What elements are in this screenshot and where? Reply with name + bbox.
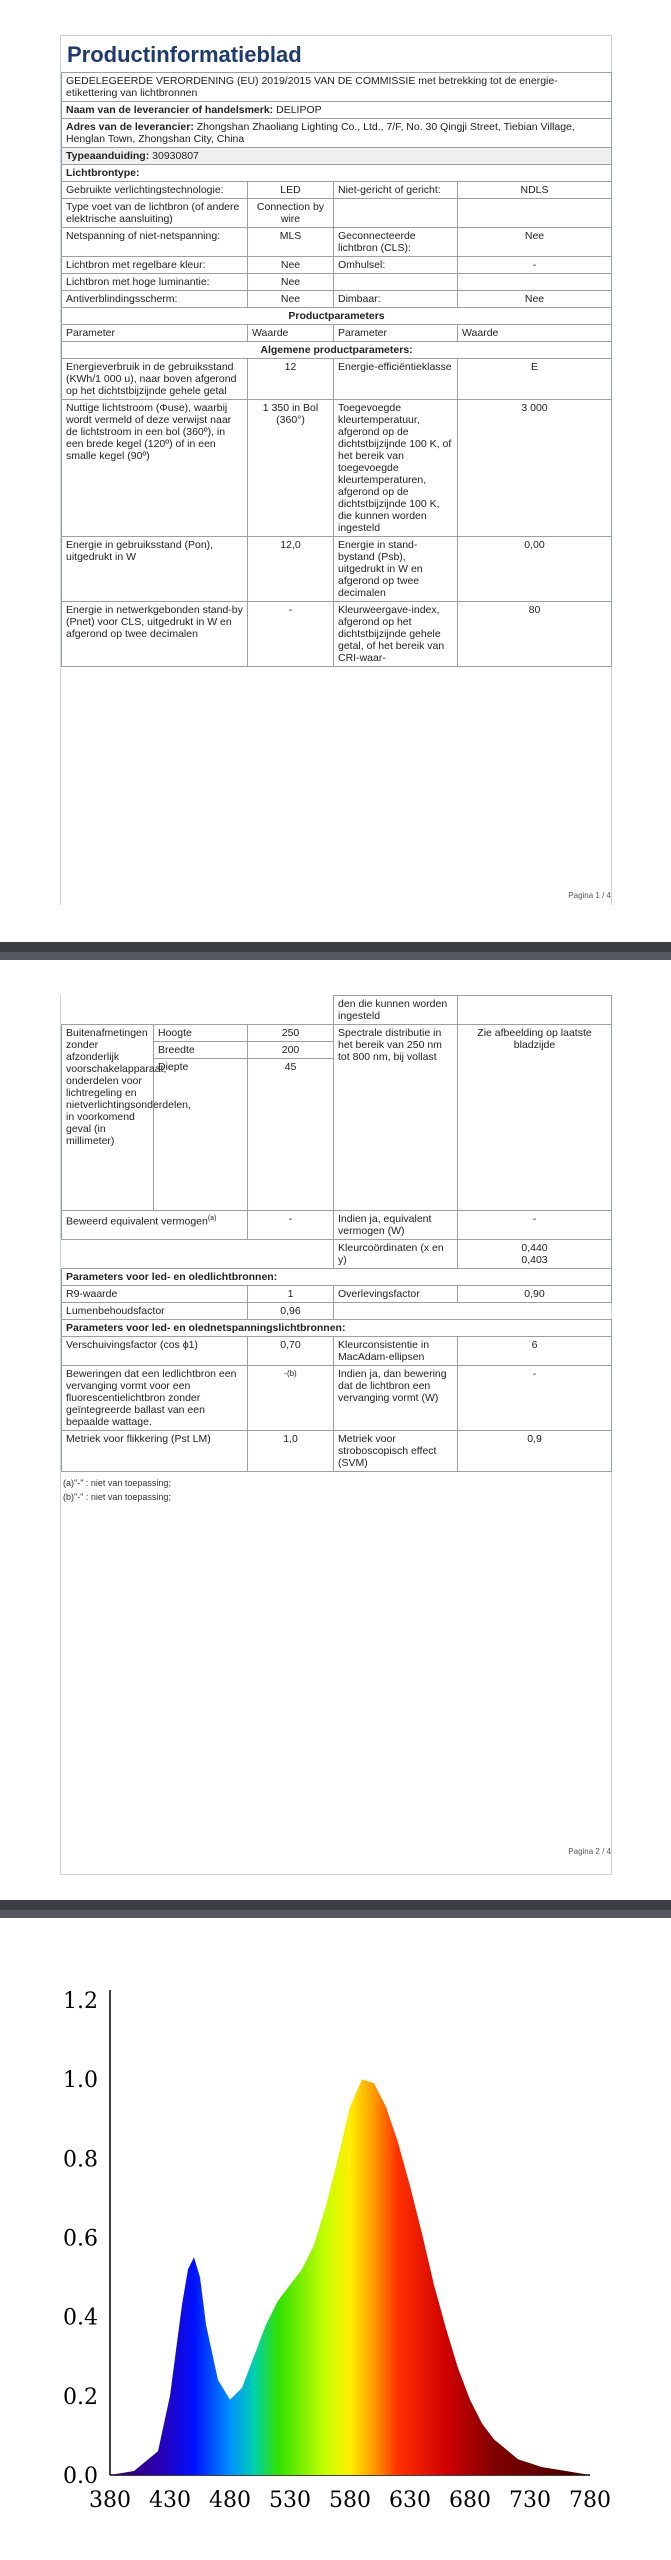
supplier-name-row: Naam van de leverancier of handelsmerk: DELIPOP <box>62 102 612 119</box>
param-label <box>334 199 458 228</box>
dim-label: Buitenafmetingen zonder afzonderlijk voorschakelapparaat, onderdelen voor lichtregeling en nietverlichtingsonderdelen, in voorkomend geval (in millimeter) <box>62 1025 154 1211</box>
spectrum-svg <box>0 1945 671 2560</box>
table-row <box>62 400 612 537</box>
footnote-b: (b)"-" : niet van toepassing; <box>63 1492 171 1502</box>
dim-depth-value: 45 <box>248 1059 334 1211</box>
cc-label: Kleurconsistentie in MacAdam-ellipsen <box>334 1337 458 1366</box>
param-value: E <box>458 359 612 400</box>
flicker-value: 1,0 <box>248 1431 334 1472</box>
param-label <box>334 274 458 291</box>
spectral-label: Spectrale distributie in het bereik van 250 nm tot 800 nm, bij vollast <box>334 1025 458 1211</box>
table-row <box>62 199 612 228</box>
led-params-header: Parameters voor led- en oledlichtbronnen: <box>62 1269 612 1286</box>
page-number: Pagina 2 / 4 <box>568 1847 611 1856</box>
general-params-header: Algemene productparameters: <box>62 342 612 359</box>
cc-value: 6 <box>458 1337 612 1366</box>
param-label: Netspanning of niet-netspanning: <box>62 228 248 257</box>
param-label: Type voet van de lichtbron (of andere elektrische aansluiting) <box>62 199 248 228</box>
param-label: Gebruikte verlichtingstechnologie: <box>62 182 248 199</box>
col-header: Waarde <box>248 325 334 342</box>
param-label: Energie in netwerkgebonden stand-by (Pnet) voor CLS, uitgedrukt in W en afgerond op twee decimalen <box>62 602 248 667</box>
fluor-value-2: - <box>458 1366 612 1431</box>
x-tick-label: 380 <box>89 2488 131 2513</box>
info-table-2 <box>61 995 612 1472</box>
regulation-text: GEDELEGEERDE VERORDENING (EU) 2019/2015 VAN DE COMMISSIE met betrekking tot de energie-etikettering van lichtbronnen <box>62 73 612 102</box>
param-value: 80 <box>458 602 612 667</box>
y-tick-label: 1.0 <box>63 2068 98 2094</box>
param-label: Lichtbron met regelbare kleur: <box>62 257 248 274</box>
x-tick-label: 630 <box>389 2488 431 2513</box>
svm-value: 0,9 <box>458 1431 612 1472</box>
param-value: Nee <box>248 291 334 308</box>
y-tick-label: 0.6 <box>63 2226 98 2252</box>
supplier-address-row: Adres van de leverancier: Zhongshan Zhaoliang Lighting Co., Ltd., 7/F, No. 30 Qingji Street, Tiebian Village, Henglan Town, Zhongshan City, China <box>62 119 612 148</box>
param-value: MLS <box>248 228 334 257</box>
y-tick-label: 1.2 <box>63 1989 98 2014</box>
survival-value: 0,90 <box>458 1286 612 1303</box>
param-label: Dimbaar: <box>334 291 458 308</box>
table-row <box>62 274 612 291</box>
equiv-label-2: Indien ja, equivalent vermogen (W) <box>334 1211 458 1240</box>
flicker-label: Metriek voor flikkering (Pst LM) <box>62 1431 248 1472</box>
table-row <box>62 291 612 308</box>
param-value: LED <box>248 182 334 199</box>
page-separator <box>0 1900 671 1918</box>
param-label: Omhulsel: <box>334 257 458 274</box>
x-tick-label: 430 <box>149 2488 191 2513</box>
model-row: Typeaanduiding: 30930807 <box>62 148 612 165</box>
param-value <box>458 199 612 228</box>
param-value: Nee <box>248 257 334 274</box>
spectrum-chart <box>0 1945 671 2560</box>
footnote-a: (a)"-" : niet van toepassing; <box>63 1478 171 1488</box>
param-label: Geconnecteerde lichtbron (CLS): <box>334 228 458 257</box>
param-label: Antiverblindingsscherm: <box>62 291 248 308</box>
survival-label: Overlevingsfactor <box>334 1286 458 1303</box>
svm-label: Metriek voor stroboscopisch effect (SVM) <box>334 1431 458 1472</box>
param-label: Lichtbron met hoge luminantie: <box>62 274 248 291</box>
dim-depth-label: Diepte <box>154 1059 248 1211</box>
param-label: Nuttige lichtstroom (Φuse), waarbij wordt vermeld of deze verwijst naar de lichtstroom in een bol (360º), in een brede kegel (120º) of in een smalle kegel (90º) <box>62 400 248 537</box>
param-value <box>458 274 612 291</box>
param-value: Nee <box>458 291 612 308</box>
dim-height-value: 250 <box>248 1025 334 1042</box>
param-label: Kleurweergave-index, afgerond op het dichtstbijzijnde gehele getal, of het bereik van CRI-waar- <box>334 602 458 667</box>
lumen-label: Lumenbehoudsfactor <box>62 1303 248 1320</box>
param-value: Nee <box>248 274 334 291</box>
x-tick-label: 730 <box>509 2488 551 2513</box>
dim-width-label: Breedte <box>154 1042 248 1059</box>
table-row <box>62 257 612 274</box>
page-number: Pagina 1 / 4 <box>568 891 611 900</box>
param-label: Energie-efficiëntieklasse <box>334 359 458 400</box>
lumen-value: 0,96 <box>248 1303 334 1320</box>
param-value: Nee <box>458 228 612 257</box>
param-value: - <box>458 257 612 274</box>
param-label: Niet-gericht of gericht: <box>334 182 458 199</box>
table-row <box>62 228 612 257</box>
col-header: Parameter <box>62 325 248 342</box>
table-row <box>62 359 612 400</box>
param-value: 12,0 <box>248 537 334 602</box>
x-tick-label: 480 <box>209 2488 251 2513</box>
param-label: Energie in gebruiksstand (Pon), uitgedrukt in W <box>62 537 248 602</box>
table-row <box>62 537 612 602</box>
page-separator <box>0 942 671 960</box>
spectrum-area <box>110 2079 590 2475</box>
param-value: - <box>248 602 334 667</box>
r9-value: 1 <box>248 1286 334 1303</box>
r9-label: R9-waarde <box>62 1286 248 1303</box>
dsf-label: Verschuivingsfactor (cos ϕ1) <box>62 1337 248 1366</box>
y-tick-label: 0.8 <box>63 2147 98 2173</box>
param-value: 3 000 <box>458 400 612 537</box>
y-tick-label: 0.2 <box>63 2384 98 2410</box>
x-tick-label: 580 <box>329 2488 371 2513</box>
table-row <box>62 182 612 199</box>
y-tick-label: 0.4 <box>63 2305 98 2331</box>
param-value: 0,00 <box>458 537 612 602</box>
param-label: Toegevoegde kleurtemperatuur, afgerond op de dichtstbijzijnde 100 K, of het bereik van toegevoegde kleurtemperaturen, afgerond op de dichtstbijzijnde 100 K, die kunnen worden ingesteld <box>334 400 458 537</box>
spectral-value: Zie afbeelding op laatste bladzijde <box>458 1025 612 1211</box>
dim-width-value: 200 <box>248 1042 334 1059</box>
chroma-label: Kleurcoördinaten (x en y) <box>334 1240 458 1269</box>
col-header: Parameter <box>334 325 458 342</box>
equiv-label: Beweerd equivalent vermogen$^{(a)}$ <box>62 1211 248 1240</box>
chroma-value: 0,440 0,403 <box>458 1240 612 1269</box>
equiv-value: - <box>248 1211 334 1240</box>
dim-height-label: Hoogte <box>154 1025 248 1042</box>
mains-params-header: Parameters voor led- en olednetspanningslichtbronnen: <box>62 1320 612 1337</box>
param-value: NDLS <box>458 182 612 199</box>
param-value: 12 <box>248 359 334 400</box>
fluor-label-2: Indien ja, dan bewering dat de lichtbron een vervanging vormt (W) <box>334 1366 458 1431</box>
fluor-value: -(b) <box>248 1366 334 1431</box>
page-2 <box>60 995 612 1875</box>
fluor-label: Beweringen dat een ledlichtbron een vervanging vormt voor een fluorescentielichtbron zonder geïntegreerde ballast van een bepaalde wattage. <box>62 1366 248 1431</box>
param-value: Connection by wire <box>248 199 334 228</box>
x-tick-label: 680 <box>449 2488 491 2513</box>
col-header: Waarde <box>458 325 612 342</box>
product-params-header: Productparameters <box>62 308 612 325</box>
page-1 <box>60 35 612 905</box>
dsf-value: 0,70 <box>248 1337 334 1366</box>
table-row <box>62 602 612 667</box>
cont-text: den die kunnen worden ingesteld <box>334 996 458 1025</box>
y-tick-label: 0.0 <box>63 2464 98 2489</box>
param-value: 1 350 in Bol (360°) <box>248 400 334 537</box>
page-title: Productinformatieblad <box>67 42 302 67</box>
x-tick-label: 530 <box>269 2488 311 2513</box>
param-label: Energieverbruik in de gebruiksstand (KWh/1 000 u), naar boven afgerond op het dichtstbijzijnde gehele getal <box>62 359 248 400</box>
x-tick-label: 780 <box>569 2488 611 2513</box>
param-label: Energie in stand-bystand (Psb), uitgedrukt in W en afgerond op twee decimalen <box>334 537 458 602</box>
lightsource-type-label: Lichtbrontype: <box>62 165 612 182</box>
equiv-value-2: - <box>458 1211 612 1240</box>
info-table <box>61 72 612 667</box>
